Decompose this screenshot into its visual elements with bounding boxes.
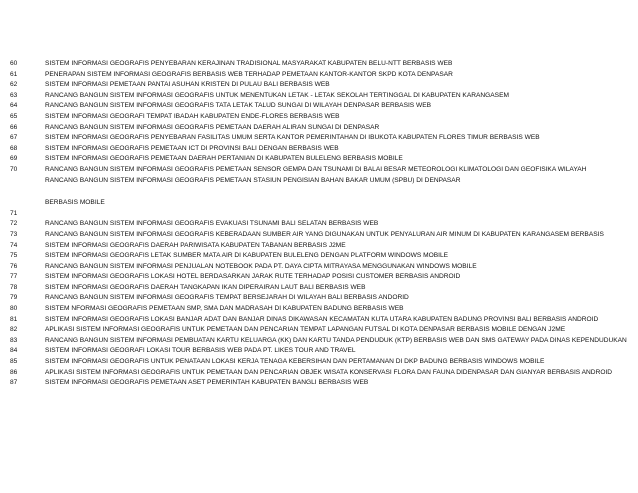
- item-number: 80: [10, 305, 18, 313]
- list-item: [0, 283, 638, 294]
- list-item: [0, 144, 638, 155]
- list-item: [0, 357, 638, 368]
- item-number: 72: [10, 220, 18, 228]
- list-item: [0, 251, 638, 262]
- item-title: APLIKASI SISTEM INFORMASI GEOGRAFIS UNTUK PEMETAAN DAN PENCARIAN TEMPAT LAPANGAN FUTSAL DI KOTA DENPASAR BERBASIS MOBILE DENGAN J2ME: [45, 326, 566, 334]
- item-number: 61: [10, 70, 18, 78]
- item-number: 66: [10, 123, 18, 131]
- item-title: SISTEM INFORMASI GEOGRAFI TEMPAT IBADAH KABUPATEN ENDE-FLORES BERBASIS WEB: [45, 112, 340, 120]
- item-title: RANCANG BANGUN SISTEM INFORMASI PENJUALAN NOTEBOOK PADA PT. DAYA CIPTA MITRAYASA MENGGUNAKAN WINDOWS MOBILE: [45, 262, 477, 270]
- item-title: RANCANG BANGUN SISTEM INFORMASI GEOGRAFIS KEBERADAAN SUMBER AIR YANG DIGUNAKAN UNTUK PENYALURAN AIR MINUM DI KABUPATEN KARANGASEM BERBASIS: [45, 230, 604, 238]
- item-number: 79: [10, 294, 18, 302]
- section-heading: BERBASIS MOBILE: [45, 199, 105, 207]
- item-number: 84: [10, 347, 18, 355]
- item-number: 83: [10, 336, 18, 344]
- item-title: RANCANG BANGUN SISTEM INFORMASI GEOGRAFIS TATA LETAK TALUD SUNGAI DI WILAYAH DENPASAR BERBASIS WEB: [45, 102, 432, 110]
- item-title: RANCANG BANGUN SISTEM INFORMASI GEOGRAFIS TEMPAT BERSEJARAH DI WILAYAH BALI BERBASIS ANDORID: [45, 294, 409, 302]
- item-title: SISTEM INFORMASI GEOGRAFIS DAERAH PARIWISATA KABUPATEN TABANAN BERBASIS J2ME: [45, 241, 346, 249]
- item-title: SISTEM INFORMASI GEOGRAFIS PENYEBARAN FASILITAS UMUM SERTA KANTOR PEMERINTAHAN DI IBUKOTA KABUPATEN FLORES TIMUR BERBASIS WEB: [45, 134, 540, 142]
- list-item: [0, 230, 638, 241]
- item-title: SISTEM INFORMASI GEOGRAFIS PEMETAAN ICT DI PROVINSI BALI DENGAN BERBASIS WEB: [45, 144, 339, 152]
- list-item: [0, 336, 638, 347]
- list-item: [0, 304, 638, 315]
- item-number: 78: [10, 283, 18, 291]
- list-item: [0, 272, 638, 283]
- list-item: [0, 368, 638, 379]
- item-title: RANCANG BANGUN SISTEM INFORMASI GEOGRAFIS PEMETAAN STASIUN PENGISIAN BAHAN BAKAR UMUM (SPBU) DI DENPASAR: [45, 176, 461, 184]
- section-heading-row: [0, 198, 638, 209]
- item-title: PENERAPAN SISTEM INFORMASI GEOGRAFIS BERBASIS WEB TERHADAP PEMETAAN KANTOR-KANTOR SKPD KOTA DENPASAR: [45, 70, 453, 78]
- item-number: 75: [10, 252, 18, 260]
- item-number: 85: [10, 358, 18, 366]
- list-item: [0, 325, 638, 336]
- list-item: [0, 346, 638, 357]
- thesis-title-list: [0, 59, 638, 389]
- item-number: 67: [10, 134, 18, 142]
- item-number: 86: [10, 368, 18, 376]
- item-title: RANCANG BANGUN SISTEM INFORMASI GEOGRAFIS PEMETAAN DAERAH ALIRAN SUNGAI DI DENPASAR: [45, 123, 380, 131]
- list-item: [0, 262, 638, 273]
- item-number: 69: [10, 155, 18, 163]
- item-title: RANCANG BANGUN SISTEM INFORMASI GEOGRAFIS PEMETAAN SENSOR GEMPA DAN TSUNAMI DI BALAI BESAR METEOROLOGI KLIMATOLOGI DAN GEOFISIKA WILAYAH: [45, 165, 587, 173]
- list-item: [0, 176, 638, 187]
- list-item: [0, 123, 638, 134]
- item-number: 63: [10, 91, 18, 99]
- item-title: SISTEM INFORMASI GEOGRAFIS PEMETAAN DAERAH PERTANIAN DI KABUPATEN BULELENG BERBASIS MOBILE: [45, 155, 403, 163]
- item-number: 74: [10, 241, 18, 249]
- item-number: 87: [10, 379, 18, 387]
- item-title: RANCANG BANGUN SISTEM INFORMASI GEOGRAFIS UNTUK MENENTUKAN LETAK - LETAK SEKOLAH TERTINGGAL DI KABUPATEN KARANGASEM: [45, 91, 509, 99]
- item-number: 71: [10, 209, 18, 217]
- list-item: [0, 59, 638, 70]
- item-title: SISTEM INFORMASI GEOGRAFIS LETAK SUMBER MATA AIR DI KABUPATEN BULELENG DENGAN PLATFORM WINDOWS MOBILE: [45, 252, 449, 260]
- item-number: 62: [10, 81, 18, 89]
- item-number: 73: [10, 230, 18, 238]
- list-item: [0, 70, 638, 81]
- item-number: 68: [10, 144, 18, 152]
- list-item: [0, 378, 638, 389]
- item-title: SISTEM INFORMASI GEOGRAFIS PEMETAAN ASET PEMERINTAH KABUPATEN BANGLI BERBASIS WEB: [45, 379, 369, 387]
- item-number: 76: [10, 262, 18, 270]
- list-item: [0, 101, 638, 112]
- list-item: [0, 209, 638, 220]
- item-title: RANCANG BANGUN SISTEM INFORMASI PEMBUATAN KARTU KELUARGA (KK) DAN KARTU TANDA PENDUDUK (KTP) BERBASIS WEB DAN SMS GATEWAY PADA DINAS KEPENDUDUKAN: [45, 336, 627, 344]
- item-number: 70: [10, 165, 18, 173]
- item-title: SISTEM INFORMASI GEOGRAFIS PENYEBARAN KERAJINAN TRADISIONAL MASYARAKAT KABUPATEN BELU-NTT BERBASIS WEB: [45, 60, 453, 67]
- list-item: [0, 112, 638, 123]
- item-title: SISTEM INFORMASI GEOGRAFIS LOKASI HOTEL BERDASARKAN JARAK RUTE TERHADAP POSISI CUSTOMER BERBASIS ANDROID: [45, 273, 461, 281]
- list-item: [0, 241, 638, 252]
- item-title: SISTEM INFORMASI PEMETAAN PANTAI ASUHAN KRISTEN DI PULAU BALI BERBASIS WEB: [45, 81, 330, 89]
- item-number: 60: [10, 60, 18, 67]
- item-number: 64: [10, 102, 18, 110]
- item-number: 77: [10, 273, 18, 281]
- list-item: [0, 165, 638, 176]
- spacer: [0, 186, 638, 198]
- item-title: SISTEM INFORMASI GEOGRAFIS UNTUK PENATAAN LOKASI KERJA TENAGA KEBERSIHAN DAN PERTAMANAN DI DKP BADUNG BERBASIS WINDOWS MOBILE: [45, 358, 545, 366]
- list-item: [0, 91, 638, 102]
- item-title: APLIKASI SISTEM INFORMASI GEOGRAFIS UNTUK PEMETAAN DAN PENCARIAN OBJEK WISATA KONSERVASI FLORA DAN FAUNA DIDENPASAR DAN GIANYAR BERBASIS ANDROID: [45, 368, 613, 376]
- item-number: 81: [10, 315, 18, 323]
- list-item: [0, 219, 638, 230]
- item-title: SISTEM INFORMASI GEOGRAFIS LOKASI BANJAR ADAT DAN BANJAR DINAS DIKAWASAN KECAMATAN KUTA UTARA KABUPATEN BADUNG PROVINSI BALI BERBASIS ANDROID: [45, 315, 599, 323]
- item-title: SISTEM INFORMASI GEOGRAFI LOKASI TOUR BERBASIS WEB PADA PT. LIKES TOUR AND TRAVEL: [45, 347, 356, 355]
- list-item: [0, 154, 638, 165]
- item-title: SISTEM NFORMASI GEOGRAFIS PEMETAAN SMP, SMA DAN MADRASAH DI KABUPATEN BADUNG BERBASIS WEB: [45, 305, 404, 313]
- list-item: [0, 315, 638, 326]
- item-title: SISTEM INFORMASI GEOGRAFIS DAERAH TANGKAPAN IKAN DIPERAIRAN LAUT BALI BERBASIS WEB: [45, 283, 366, 291]
- list-item: [0, 80, 638, 91]
- item-title: RANCANG BANGUN SISTEM INFORMASI GEOGRAFIS EVAKUASI TSUNAMI BALI SELATAN BERBASIS WEB: [45, 220, 379, 228]
- list-item: [0, 293, 638, 304]
- item-number: 82: [10, 326, 18, 334]
- item-number: 65: [10, 112, 18, 120]
- list-item: [0, 133, 638, 144]
